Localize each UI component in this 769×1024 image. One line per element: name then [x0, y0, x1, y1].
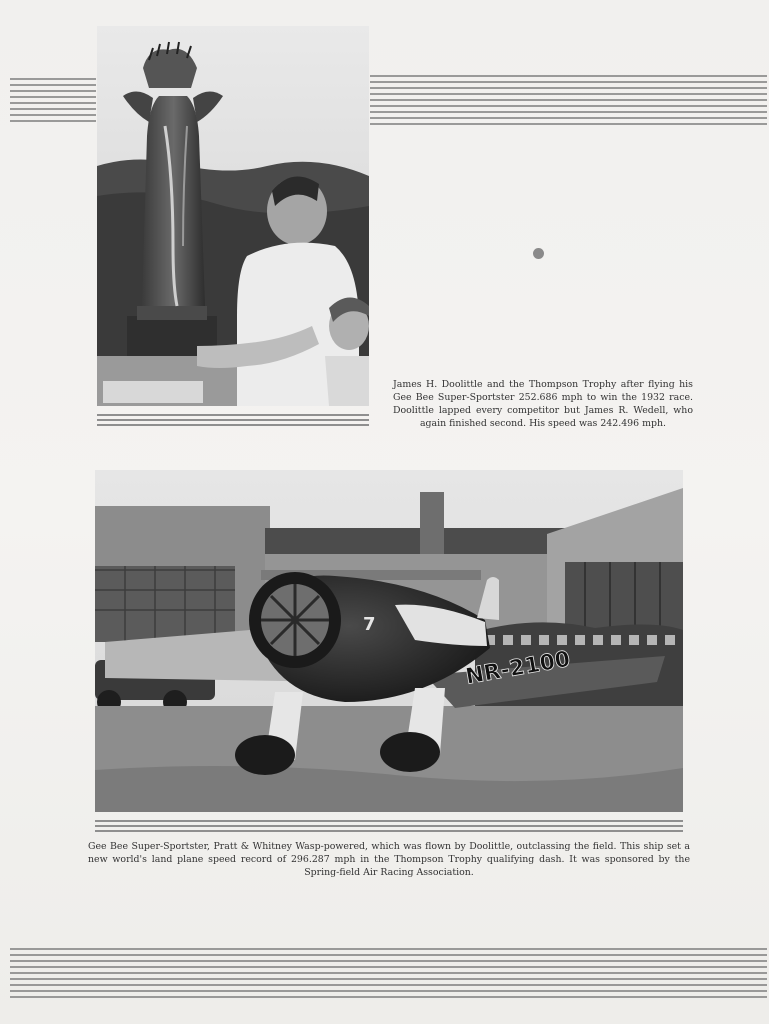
doolittle-trophy-photo	[97, 26, 369, 406]
trophy-photo-caption: James H. Doolittle and the Thompson Trophy after flying his Gee Bee Super-Sportster 252.686 mph to win the 1932 race. Doolittle lapped every competitor but James R. Wedell, who again finished second. His speed was 242.496 mph.	[393, 379, 693, 429]
wing-registration: NR-2100	[463, 646, 573, 690]
decorative-stripes-top-left	[10, 78, 96, 126]
decorative-stripes-bottom	[10, 948, 767, 1000]
horizontal-rule	[95, 820, 683, 832]
decorative-dot	[533, 248, 544, 259]
plane-photo-caption: Gee Bee Super-Sportster, Pratt & Whitney Wasp-powered, which was flown by Doolittle, outclassing the field. This ship set a new world's land plane speed record of 296.287 mph in the Thompson Trophy qualifying dash. It was sponsored by the Spring-field Air Racing Association.	[88, 841, 690, 878]
horizontal-rule	[97, 414, 369, 426]
gee-bee-plane-photo	[95, 470, 683, 812]
decorative-stripes-top-right	[370, 75, 767, 125]
fuselage-number: 7	[363, 614, 376, 635]
